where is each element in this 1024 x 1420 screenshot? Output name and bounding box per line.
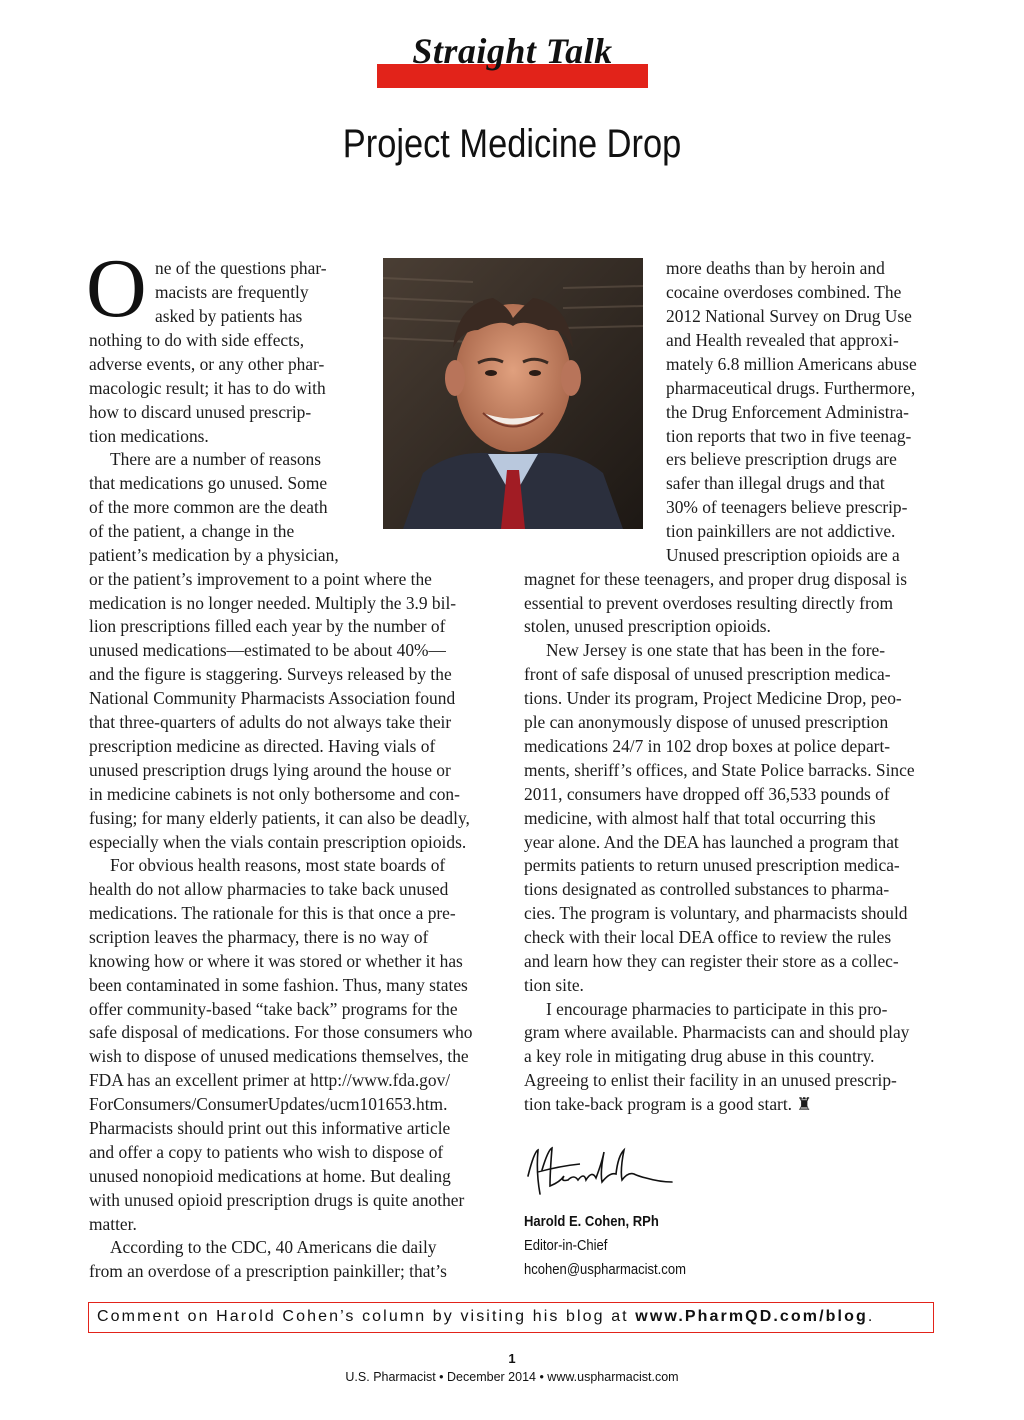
text-line: tion painkillers are not addictive. (666, 521, 896, 541)
text-line: According to the CDC, 40 Americans die daily (110, 1237, 437, 1257)
blog-link[interactable]: www.PharmQD.com/blog (635, 1308, 868, 1325)
text-line: knowing how or where it was stored or whether it has (89, 951, 463, 971)
text-line: and offer a copy to patients who wish to dispose of (89, 1142, 444, 1162)
text-line: magnet for these teenagers, and proper drug disposal is (524, 569, 907, 589)
text-line: tion site. (524, 975, 584, 995)
text-line: tions designated as controlled substances to pharma- (524, 879, 890, 899)
text-line: unused nonopioid medications at home. But dealing (89, 1166, 451, 1186)
text-line: stolen, unused prescription opioids. (524, 616, 771, 636)
author-role: Editor-in-Chief (524, 1238, 608, 1254)
text-line: 2011, consumers have dropped off 36,533 pounds of (524, 784, 890, 804)
text-line: Unused prescription opioids are a (666, 545, 900, 565)
text-line: offer community-based “take back” programs for the (89, 999, 458, 1019)
text-line: prescription medicine as directed. Having vials of (89, 736, 436, 756)
comment-text: Comment on Harold Cohen’s column by visiting his blog at (97, 1308, 636, 1325)
text-line: matter. (89, 1214, 137, 1234)
text-line: unused prescription drugs lying around the house or (89, 760, 451, 780)
text-line: or the patient’s improvement to a point where the (89, 569, 432, 589)
text-line: For obvious health reasons, most state boards of (110, 855, 446, 875)
text-line: National Community Pharmacists Association found (89, 688, 456, 708)
text-line: check with their local DEA office to review the rules (524, 927, 892, 947)
text-line: ers believe prescription drugs are (666, 449, 897, 469)
text-line: scription leaves the pharmacy, there is no way of (89, 927, 429, 947)
text-line: FDA has an excellent primer at http://www.fda.gov/ (89, 1070, 451, 1090)
text-line: that three-quarters of adults do not always take their (89, 712, 452, 732)
text-line: tion medications. (89, 426, 209, 446)
text-line: with unused opioid prescription drugs is quite another (89, 1190, 465, 1210)
text-line: that medications go unused. Some (89, 473, 328, 493)
text-line: been contaminated in some fashion. Thus, many states (89, 975, 468, 995)
text-line: Pharmacists should print out this informative article (89, 1118, 451, 1138)
text-line: Agreeing to enlist their facility in an unused prescrip- (524, 1070, 897, 1090)
text-line: and Health revealed that approxi- (666, 330, 899, 350)
comment-end: . (867, 1308, 875, 1325)
drop-cap: O (86, 242, 147, 335)
text-line: of the patient, a change in the (89, 521, 295, 541)
footer-line: U.S. Pharmacist • December 2014 • www.uspharmacist.com (345, 1370, 679, 1384)
text-line: I encourage pharmacies to participate in this pro- (546, 999, 888, 1019)
text-line: tion reports that two in five teenag- (666, 426, 912, 446)
text-line: from an overdose of a prescription painkiller; that’s (89, 1261, 447, 1281)
text-line: especially when the vials contain prescription opioids. (89, 832, 467, 852)
comment-line (97, 1308, 874, 1326)
text-line: unused medications—estimated to be about 40%— (89, 640, 446, 660)
text-line: medications. The rationale for this is that once a pre- (89, 903, 456, 923)
text-line: fusing; for many elderly patients, it can also be deadly, (89, 808, 470, 828)
text-line: New Jersey is one state that has been in the fore- (546, 640, 885, 660)
text-line: medications 24/7 in 102 drop boxes at police depart- (524, 736, 891, 756)
text-line: ments, sheriff’s offices, and State Police barracks. Since (524, 760, 915, 780)
text-line: medicine, with almost half that total occurring this (524, 808, 876, 828)
text-line: lion prescriptions filled each year by the number of (89, 616, 446, 636)
text-line: mately 6.8 million Americans abuse (666, 354, 917, 374)
text-line: 2012 National Survey on Drug Use (666, 306, 912, 326)
author-photo (383, 258, 643, 529)
handwritten-signature (520, 1142, 680, 1207)
text-line: permits patients to return unused prescription medica- (524, 855, 900, 875)
text-line: asked by patients has (155, 306, 303, 326)
text-line: gram where available. Pharmacists can and should play (524, 1022, 910, 1042)
text-line: 30% of teenagers believe prescrip- (666, 497, 908, 517)
page-title: Project Medicine Drop (342, 122, 682, 166)
text-line: macists are frequently (155, 282, 309, 302)
text-line: and learn how they can register their store as a collec- (524, 951, 899, 971)
text-line: nothing to do with side effects, (89, 330, 305, 350)
text-line: cocaine overdoses combined. The (666, 282, 902, 302)
text-line: and the figure is staggering. Surveys released by the (89, 664, 452, 684)
text-line: of the more common are the death (89, 497, 328, 517)
author-email[interactable]: hcohen@uspharmacist.com (524, 1262, 686, 1278)
text-line: essential to prevent overdoses resulting directly from (524, 593, 893, 613)
text-line: macologic result; it has to do with (89, 378, 326, 398)
text-line: safe disposal of medications. For those consumers who (89, 1022, 473, 1042)
text-line: pharmaceutical drugs. Furthermore, (666, 378, 916, 398)
text-line: adverse events, or any other phar- (89, 354, 325, 374)
text-line: health do not allow pharmacies to take back unused (89, 879, 449, 899)
page-number: 1 (508, 1351, 516, 1366)
text-line: wish to dispose of unused medications themselves, the (89, 1046, 469, 1066)
text-line: how to discard unused prescrip- (89, 402, 312, 422)
text-line: ForConsumers/ConsumerUpdates/ucm101653.htm. (89, 1094, 448, 1114)
text-line: tion take-back program is a good start. ♜ (524, 1094, 812, 1114)
text-line: cies. The program is voluntary, and pharmacists should (524, 903, 908, 923)
author-name: Harold E. Cohen, RPh (524, 1214, 659, 1230)
text-line: the Drug Enforcement Administra- (666, 402, 909, 422)
text-line: patient’s medication by a physician, (89, 545, 339, 565)
text-line: medication is no longer needed. Multiply the 3.9 bil- (89, 593, 457, 613)
text-line: safer than illegal drugs and that (666, 473, 885, 493)
text-line: front of safe disposal of unused prescription medica- (524, 664, 891, 684)
text-line: tions. Under its program, Project Medicine Drop, peo- (524, 688, 902, 708)
text-line: There are a number of reasons (110, 449, 321, 469)
text-line: more deaths than by heroin and (666, 258, 885, 278)
text-line: year alone. And the DEA has launched a program that (524, 832, 899, 852)
text-line: a key role in mitigating drug abuse in this country. (524, 1046, 875, 1066)
text-line: in medicine cabinets is not only bothersome and con- (89, 784, 460, 804)
section-title: Straight Talk (412, 31, 613, 71)
text-line: ne of the questions phar- (155, 258, 327, 278)
text-line: ple can anonymously dispose of unused prescription (524, 712, 889, 732)
